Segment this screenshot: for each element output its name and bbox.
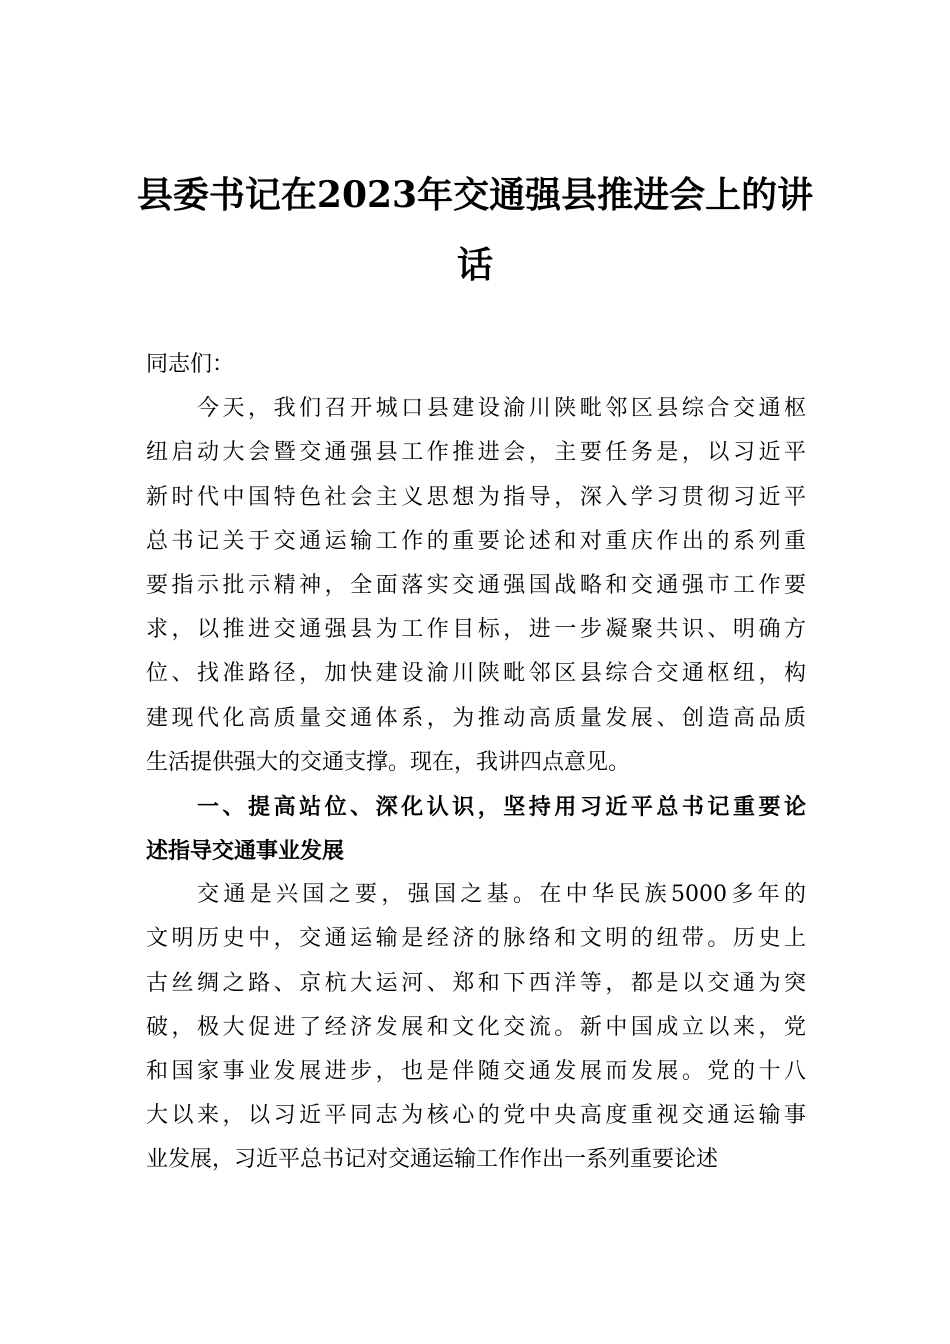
text-line: 文明历史中，交通运输是经济的脉络和文明的纽带。历史上 <box>146 926 806 952</box>
text-line: 总书记关于交通运输工作的重要论述和对重庆作出的系列重 <box>146 528 806 554</box>
text-line: 今天，我们召开城口县建设渝川陕毗邻区县综合交通枢 <box>197 396 806 422</box>
text-line: 大以来，以习近平同志为核心的党中央高度重视交通运输事 <box>146 1103 806 1129</box>
text-line: 纽启动大会暨交通强县工作推进会，主要任务是，以习近平 <box>146 440 806 466</box>
text-line: 古丝绸之路、京杭大运河、郑和下西洋等，都是以交通为突 <box>146 970 806 996</box>
document-body <box>146 343 806 1183</box>
title-line: 话 <box>456 244 493 286</box>
title-line: 县委书记在2023年交通强县推进会上的讲 <box>136 174 814 216</box>
paragraph <box>146 873 806 1182</box>
paragraph <box>146 387 806 785</box>
text-line: 新时代中国特色社会主义思想为指导，深入学习贯彻习近平 <box>146 484 806 510</box>
text-line: 破，极大促进了经济发展和文化交流。新中国成立以来，党 <box>146 1014 806 1040</box>
text-line: 要指示批示精神，全面落实交通强国战略和交通强市工作要 <box>146 572 806 598</box>
salutation: 同志们： <box>146 352 235 377</box>
text-line: 位、找准路径，加快建设渝川陕毗邻区县综合交通枢纽，构 <box>146 661 806 687</box>
section-heading <box>146 785 806 873</box>
document-title <box>0 160 950 300</box>
text-line: 述指导交通事业发展 <box>146 838 345 865</box>
text-line: 业发展，习近平总书记对交通运输工作作出一系列重要论述 <box>146 1147 719 1173</box>
text-line: 生活提供强大的交通支撑。现在，我讲四点意见。 <box>146 749 631 775</box>
text-line: 一、提高站位、深化认识，坚持用习近平总书记重要论 <box>197 793 806 820</box>
text-line: 和国家事业发展进步，也是伴随交通发展而发展。党的十八 <box>146 1059 806 1084</box>
text-line: 建现代化高质量交通体系，为推动高质量发展、创造高品质 <box>146 705 806 731</box>
text-line: 求，以推进交通强县为工作目标，进一步凝聚共识、明确方 <box>146 617 806 643</box>
text-line: 交通是兴国之要，强国之基。在中华民族5000多年的 <box>197 882 806 908</box>
